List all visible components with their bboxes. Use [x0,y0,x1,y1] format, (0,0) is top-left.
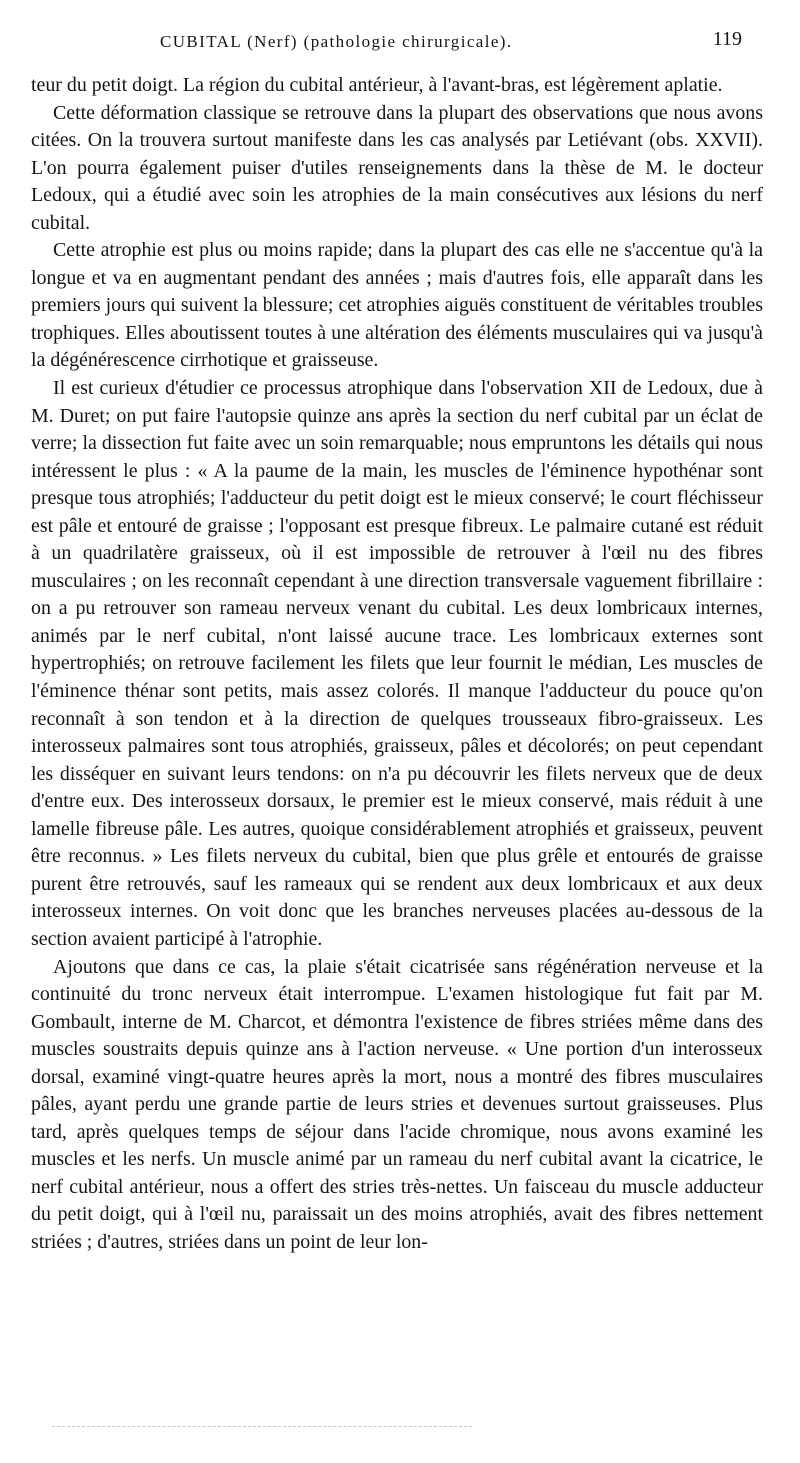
paragraph: Il est curieux d'étudier ce processus atrophique dans l'observation XII de Ledoux, due à M. Duret; on put faire l'autopsie quinze ans après la section du nerf cubital par un éclat de verre; la dissection fut faite avec un soin remarquable; nous empruntons les détails qui nous intéressent le plus : « A la paume de la main, les muscles de l'éminence hypothénar sont presque tous atrophiés; l'adducteur du petit doigt est le mieux conservé; le court fléchisseur est pâle et entouré de graisse ; l'opposant est presque fibreux. Le palmaire cutané est réduit à un quadrilatère graisseux, où il est impossible de retrouver à l'œil nu des fibres musculaires ; on les reconnaît cependant à une direction transversale vaguement fibrillaire : on a pu retrouver son rameau nerveux venant du cubital. Les deux lombricaux internes, animés par le nerf cubital, n'ont laissé aucune trace. Les lombricaux externes sont hypertrophiés; on retrouve facilement les filets que leur fournit le médian, Les muscles de l'éminence thénar sont petits, mais assez colorés. Il manque l'adducteur du pouce qu'on reconnaît à son tendon et à la direction de quelques trousseaux fibro-graisseux. Les interosseux palmaires sont tous atrophiés, graisseux, pâles et décolorés; on peut cependant les disséquer en suivant leurs tendons: on n'a pu découvrir les filets nerveux que de deux d'entre eux. Des interosseux dorsaux, le premier est le mieux conservé, mais réduit à une lamelle fibreuse pâle. Les autres, quoique considérablement atrophiés et graisseux, peuvent être reconnus. » Les filets nerveux du cubital, bien que plus grêle et entourés de graisse purent être retrouvés, sauf les rameaux qui se rendent aux deux lombricaux et aux deux interosseux internes. On voit donc que les branches nerveuses placées au-dessous de la section avaient participé à l'atrophie. [31,377,763,950]
paragraph-continued: teur du petit doigt. La région du cubital antérieur, à l'avant-bras, est légèrement aplatie. [31,74,723,96]
paragraph: Ajoutons que dans ce cas, la plaie s'était cicatrisée sans régénération nerveuse et la continuité du tronc nerveux était interrompue. L'examen histologique fut fait par M. Gombault, interne de M. Charcot, et démontra l'existence de fibres striées même dans des muscles soustraits depuis quinze ans à l'action nerveuse. « Une portion d'un interosseux dorsal, examiné vingt-quatre heures après la mort, nous a montré des fibres musculaires pâles, ayant perdu une grande partie de leurs stries et devenues surtout graisseuses. Plus tard, après quelques temps de séjour dans l'acide chromique, nous avons examiné les muscles et les nerfs. Un muscle animé par un rameau du nerf cubital avant la cicatrice, le nerf cubital antérieur, nous a offert des stries très-nettes. Un faisceau du muscle adducteur du petit doigt, qui à l'œil nu, paraissait un des moins atrophiés, avait des fibres nettement striées ; d'autres, striées dans un point de leur lon- [31,955,763,1253]
running-title: CUBITAL (Nerf) (pathologie chirurgicale). [160,32,513,51]
paragraph: Cette atrophie est plus ou moins rapide; dans la plupart des cas elle ne s'accentue qu'à la longue et va en augmentant pendant des années ; mais d'autres fois, elle apparaît dans les premiers jours qui suivent la blessure; cet atrophies aiguës constituent de véritables troubles trophiques. Elles aboutissent toutes à une altération des éléments musculaires qui va jusqu'à la dégénérescence cirrhotique et graisseuse. [31,239,763,372]
page-number: 119 [712,28,742,50]
running-head [160,28,742,60]
body-text [31,72,763,1257]
footer-rule [52,1426,472,1427]
paragraph: Cette déformation classique se retrouve dans la plupart des observations que nous avons citées. On la trouvera surtout manifeste dans les cas analysés par Letiévant (obs. XXVII). L'on pourra également puiser d'utiles renseignements dans la thèse de M. le docteur Ledoux, qui a étudié avec soin les atrophies de la main consécutives aux lésions du nerf cubital. [31,101,763,234]
